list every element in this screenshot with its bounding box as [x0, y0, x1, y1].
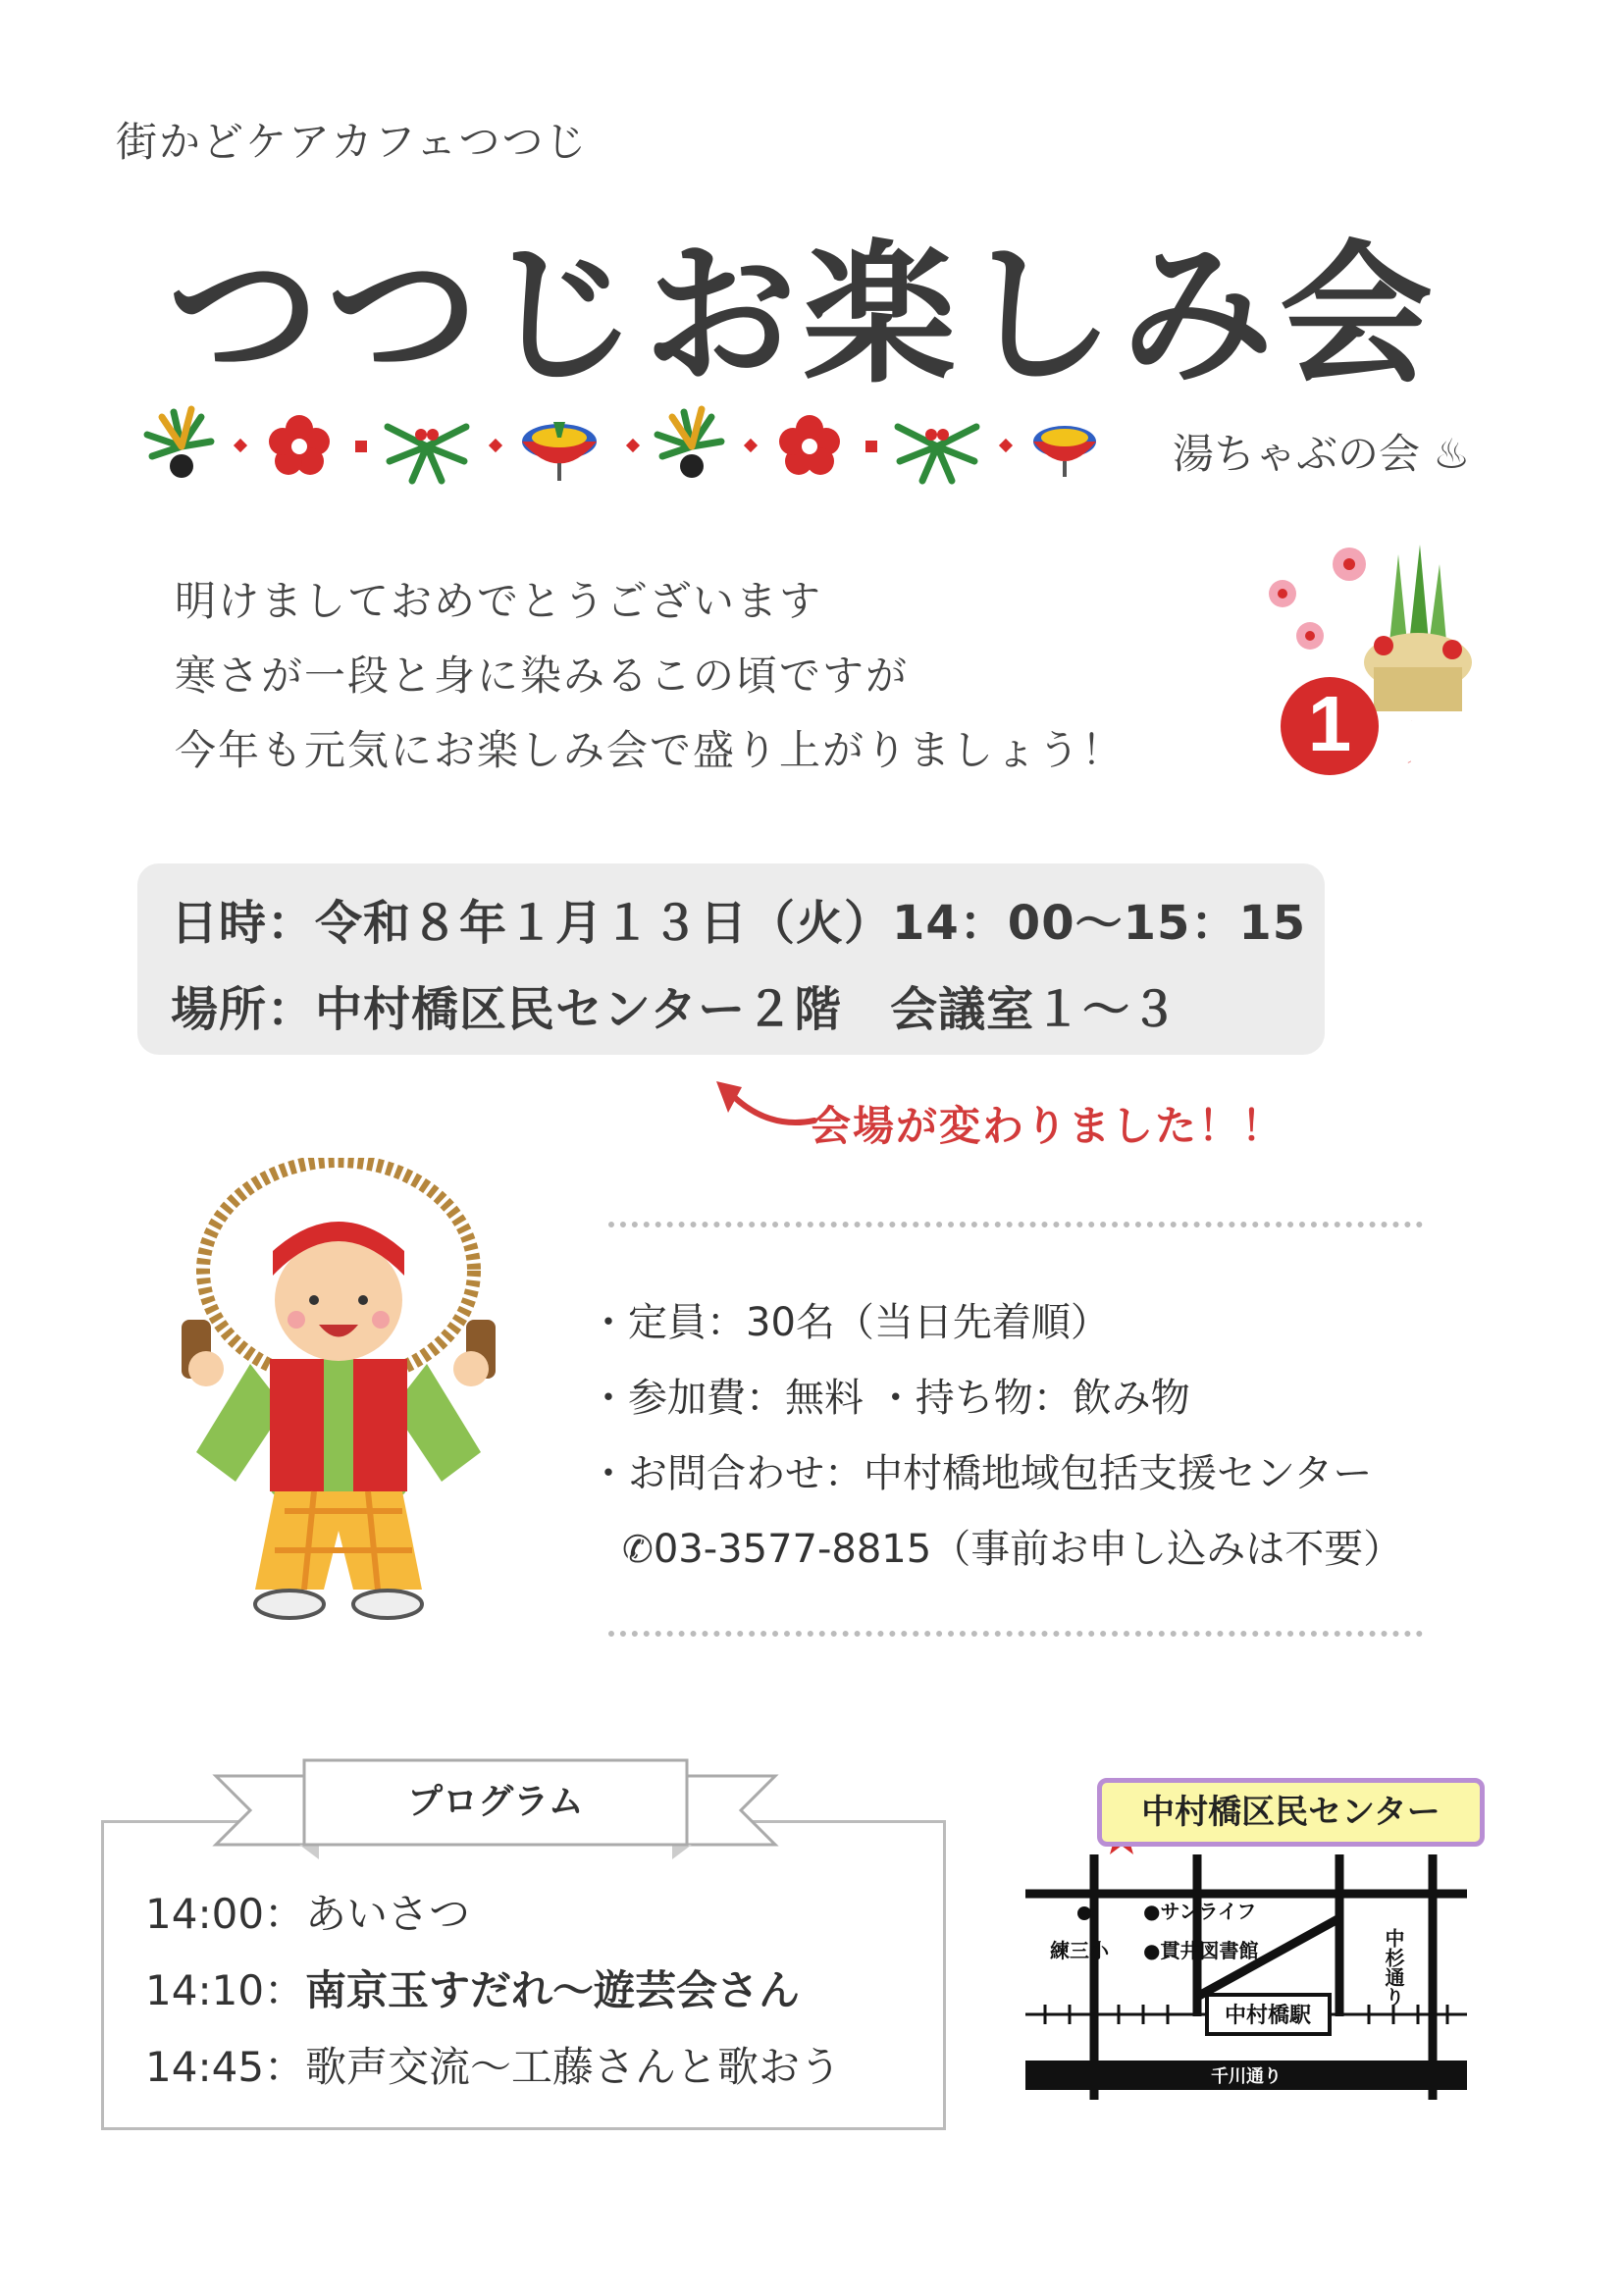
- plum-flower-icon: [269, 415, 330, 475]
- page-title: つつじお楽しみ会: [167, 226, 1439, 404]
- kadomatsu-icon: [1364, 545, 1472, 711]
- month-unit: 月: [1372, 711, 1425, 773]
- dotted-divider: [608, 1222, 1423, 1227]
- organizer-name: 街かどケアカフェつつじ: [116, 118, 589, 166]
- program-item: [145, 1958, 800, 2017]
- map-street-vertical: 中杉通り: [1382, 1928, 1405, 2007]
- map-venue-label: 中村橋区民センター: [1097, 1778, 1485, 1847]
- map-station: 中村橋駅: [1224, 2004, 1312, 2028]
- program-text: 歌声交流〜工藤さんと歌おう: [305, 2043, 842, 2091]
- venue-change-notice: 会場が変わりました！！: [810, 1102, 1285, 1150]
- program-item: [145, 1882, 470, 1941]
- event-date: 日時：令和８年１月１３日（火）14：00〜15：15: [171, 896, 1307, 951]
- greeting-message: [175, 564, 1125, 788]
- spinning-top-icon: [522, 422, 597, 481]
- subtitle: 湯ちゃぶの会 ♨: [1173, 430, 1471, 478]
- phone-number: 03-3577-8815（事前お申し込みは不要）: [653, 1527, 1403, 1572]
- event-info-box: [137, 863, 1325, 1055]
- plum-flower-icon: [779, 415, 840, 475]
- feather-icon: [657, 409, 721, 478]
- feather-icon: [147, 409, 211, 478]
- map-sunlife: ●サンライフ: [1143, 1900, 1257, 1923]
- bamboo-leaf-icon: [898, 427, 976, 481]
- phone-icon: ✆: [622, 1528, 654, 1571]
- month-number: 1: [1307, 680, 1352, 767]
- map-school: 練三小: [1050, 1939, 1109, 1962]
- program-time: 14:45：: [145, 2043, 306, 2091]
- new-year-garland-decoration: [137, 397, 1099, 505]
- program-text: 南京玉すだれ〜遊芸会さん: [305, 1966, 801, 2014]
- performer-illustration: [177, 1158, 500, 1629]
- fee-info: ・参加費：無料 ・持ち物：飲み物: [589, 1376, 1190, 1421]
- program-title: プログラム: [407, 1782, 584, 1822]
- event-place: 場所：中村橋区民センター２階 会議室１〜３: [171, 982, 1179, 1037]
- event-details: [589, 1285, 1402, 1588]
- program-time: 14:10：: [145, 1966, 306, 2014]
- program-text: あいさつ: [305, 1890, 471, 1938]
- program-box: [101, 1820, 946, 2130]
- greeting-line: 明けましておめでとうございます: [175, 577, 823, 625]
- contact-info: ・お問合わせ：中村橋地域包括支援センター: [589, 1451, 1373, 1496]
- map-street-bottom: 千川通り: [1211, 2066, 1282, 2087]
- curved-arrow-icon: [707, 1071, 824, 1140]
- plum-blossom-icon: [1269, 548, 1366, 650]
- capacity-info: ・定員：30名（当日先着順）: [589, 1300, 1110, 1345]
- spinning-top-icon: [1033, 426, 1096, 477]
- program-time: 14:00：: [145, 1890, 306, 1938]
- map-library: ●貫井図書館: [1143, 1939, 1259, 1962]
- kadomatsu-month-badge: [1261, 540, 1487, 785]
- bamboo-leaf-icon: [388, 427, 466, 481]
- greeting-line: 今年も元気にお楽しみ会で盛り上がりましょう！: [175, 726, 1126, 774]
- greeting-line: 寒さが一段と身に染みるこの頃ですが: [175, 652, 910, 700]
- dotted-divider: [608, 1631, 1423, 1637]
- program-item: [145, 2035, 841, 2094]
